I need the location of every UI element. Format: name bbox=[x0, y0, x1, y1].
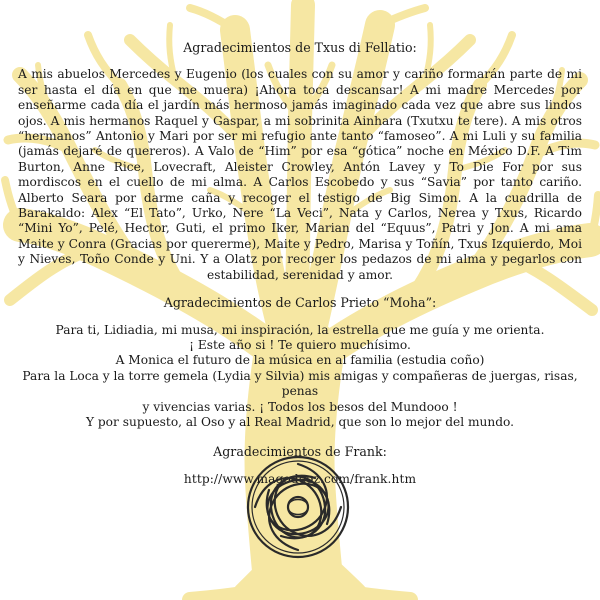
carlos-line: Y por supuesto, al Oso y al Real Madrid, que son lo mejor del mundo. bbox=[85, 414, 515, 429]
carlos-line: Para la Loca y la torre gemela (Lydia y Silvia) mis amigas y compañeras de juergas, risas, penas bbox=[22, 368, 578, 399]
carlos-line: y vivencias varias. ¡ Todos los besos del Mundooo ! bbox=[142, 399, 458, 414]
carlos-line: ¡ Este año si ! Te quiero muchísimo. bbox=[189, 337, 411, 352]
acknowledgements-text bbox=[12, 40, 588, 487]
frank-heading: Agradecimientos de Frank: bbox=[213, 444, 387, 460]
carlos-heading: Agradecimientos de Carlos Prieto “Moha”: bbox=[163, 295, 437, 311]
carlos-body bbox=[12, 323, 588, 431]
frank-url: http://www.magodeoz.com/frank.htm bbox=[183, 471, 417, 486]
txus-body: A mis abuelos Mercedes y Eugenio (los cuales con su amor y cariño formarán parte de mi ser hasta el día en que me muera) ¡Ahora toca descansar! A mi madre Mercedes por enseñarme cada día el jardín más hermoso jamás imaginado cada vez que abre sus lindos ojos. A mis hermanos Raquel y Gaspar, a mi sobrinita Ainhara (Txutxu te tere). A mis otros “hermanos” Antonio y Mari por ser mi refugio ante tanto “famoseo”. A mi Luli y su familia (jamás dejaré de quereros). A Valo de “Him” por esa “gótica” noche en México D.F. A Tim Burton, Anne Rice, Lovecraft, Aleister Crowley, Antón Lavey y To Die For por sus mordiscos en el cuello de mi alma. A Carlos Escobedo y sus “Savia” por tanto cariño. Alberto Seara por darme caña y recoger el testigo de Big Simon. A la cuadrilla de Barakaldo: Alex “El Tato”, Urko, Nere “La Veci”, Nata y Carlos, Nerea y Txus, Ricardo “Mini Yo”, Pelé, Hector, Guti, el primo Iker, Marian del “Equus”, Patri y Jon. A mi ama Maite y Conra (Gracias por quererme), Maite y Pedro, Marisa y Toñín, Txus Izquierdo, Moi y Nieves, Toño Conde y Uni. Y a Olatz por recoger los pedazos de mi alma y pegarlos con estabilidad, serenidad y amor. bbox=[18, 67, 582, 282]
carlos-line: Para ti, Lidiadia, mi musa, mi inspiración, la estrella que me guía y me orienta. bbox=[55, 322, 545, 337]
carlos-line: A Monica el futuro de la música en al familia (estudia coño) bbox=[115, 353, 485, 368]
txus-heading: Agradecimientos de Txus di Fellatio: bbox=[183, 40, 417, 55]
celtic-knot-icon bbox=[243, 452, 353, 562]
